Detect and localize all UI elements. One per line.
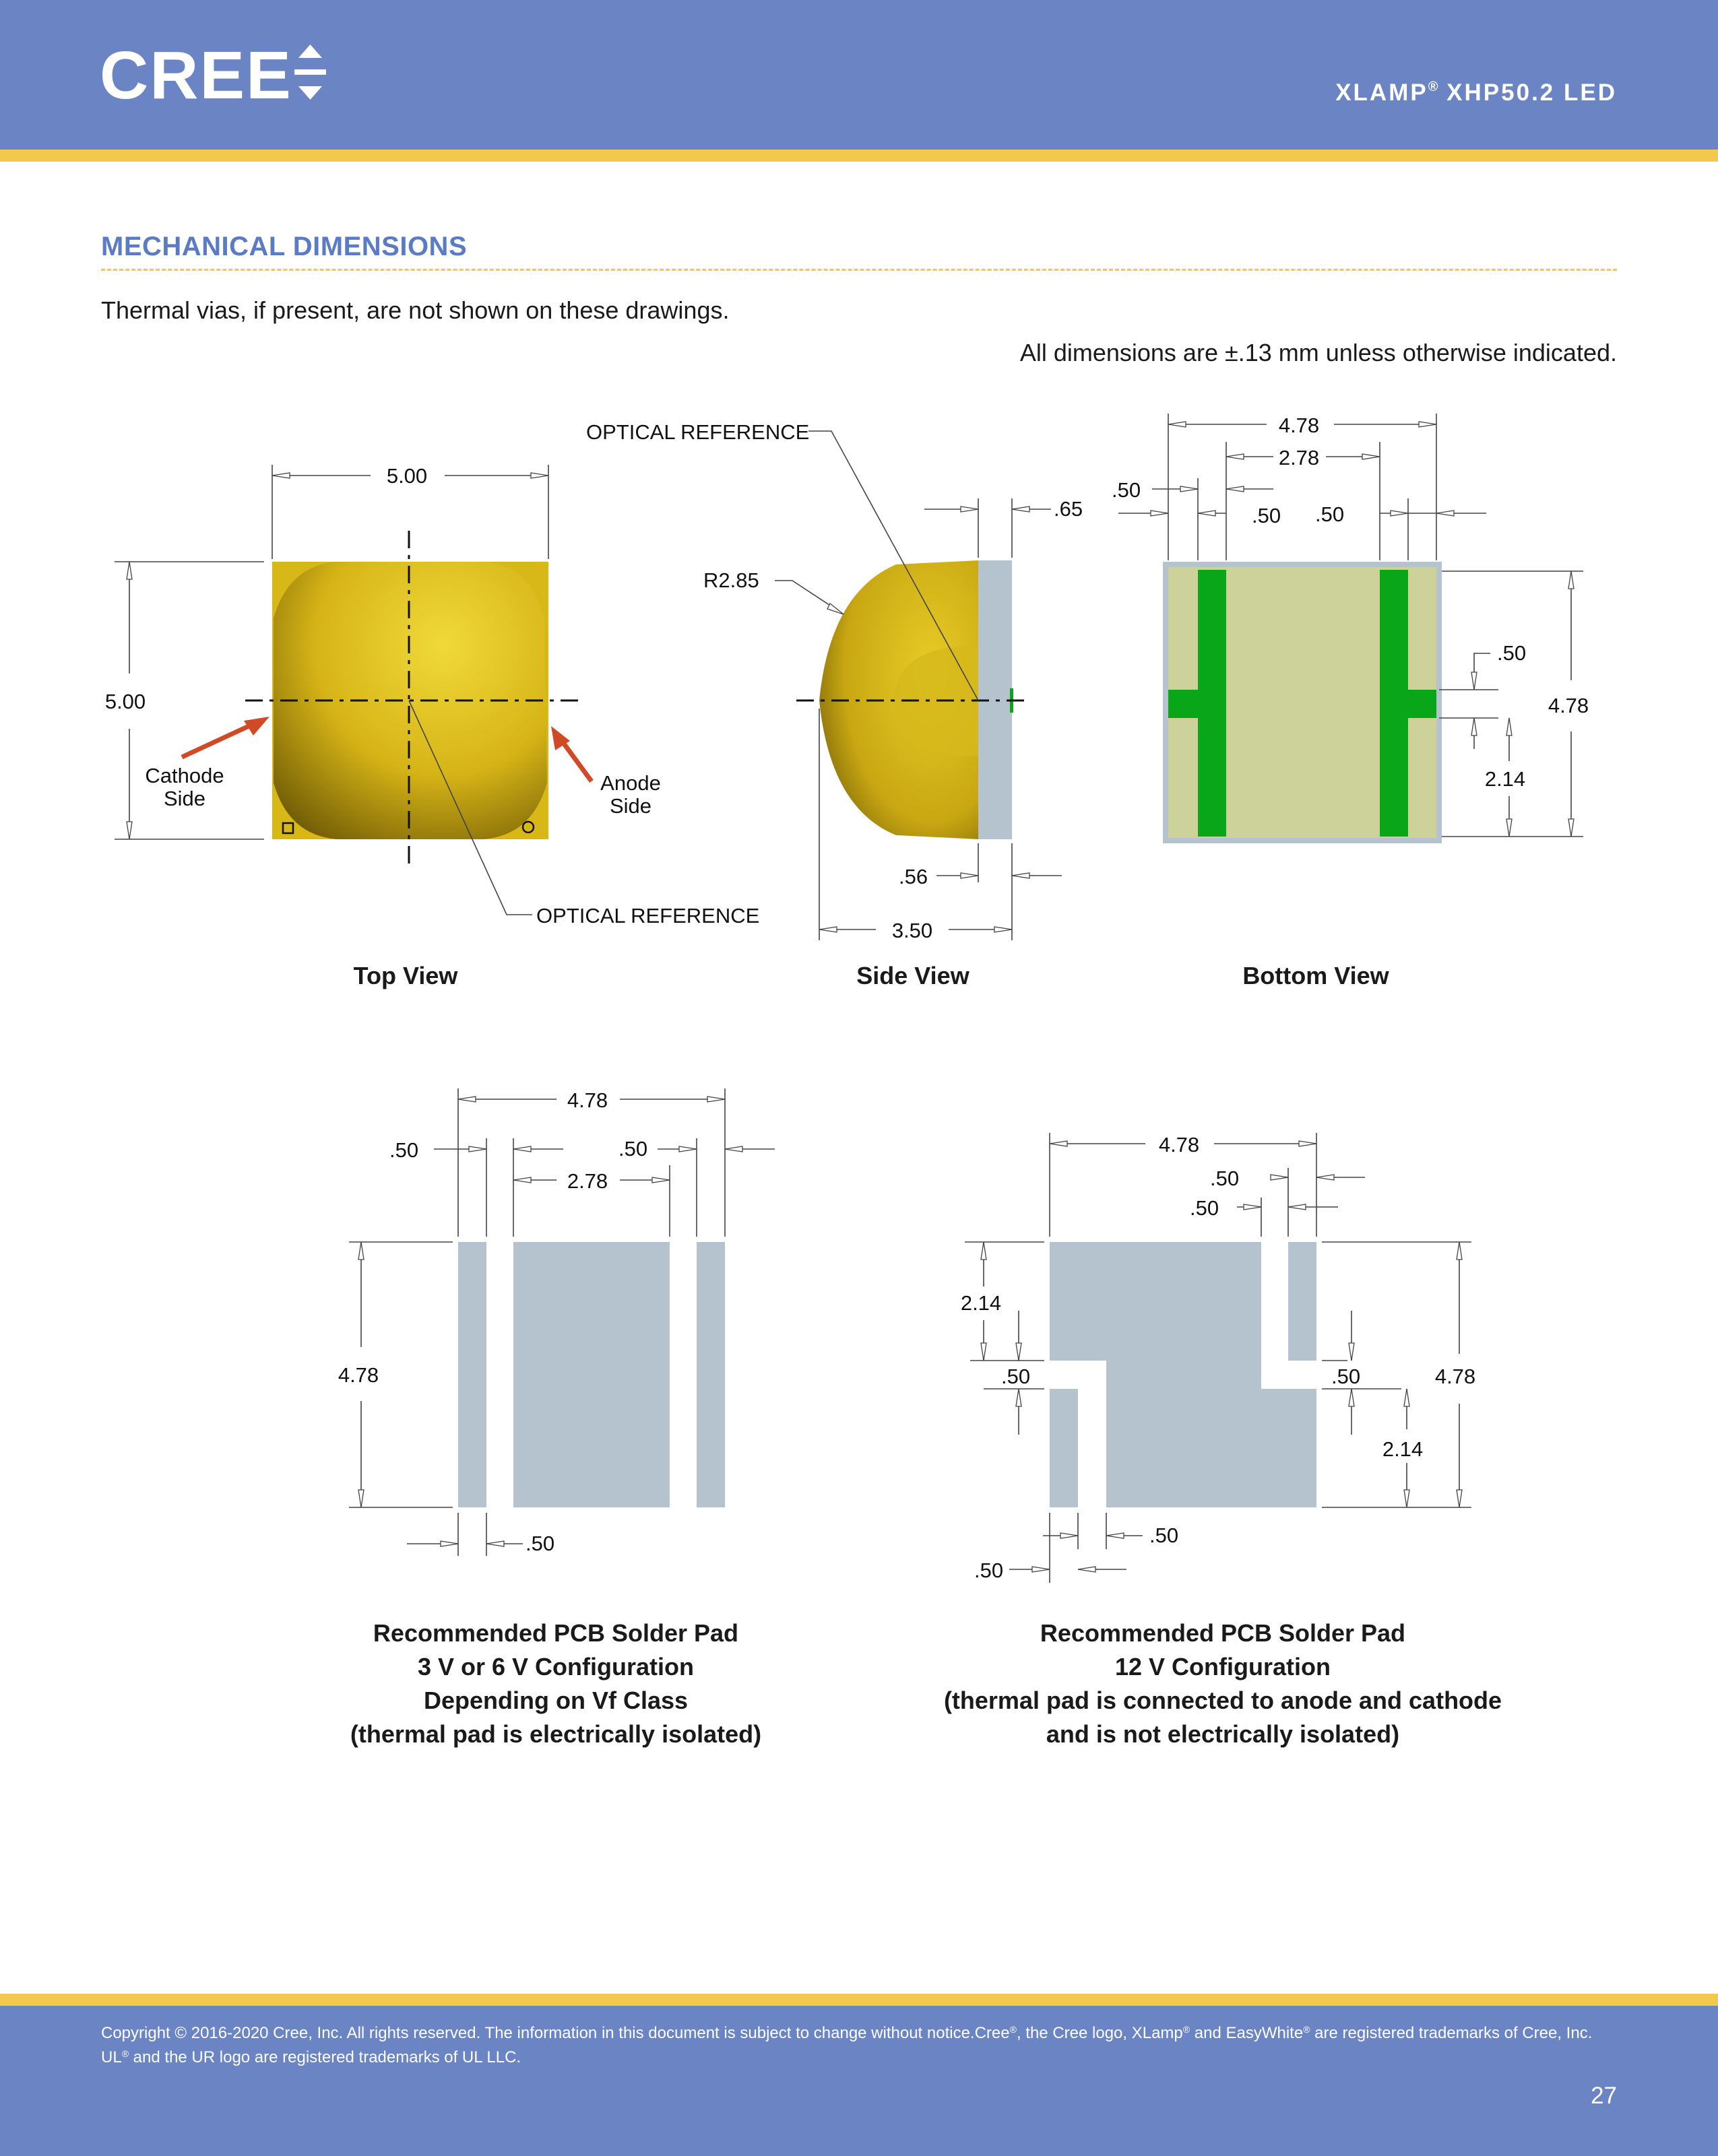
bottom-view-caption: Bottom View	[1242, 962, 1389, 989]
pcb3-caption-line2: 3 V or 6 V Configuration	[417, 1653, 695, 1680]
pcb12-anode-pad	[1288, 1242, 1316, 1361]
bottom-width-dim: 4.78	[1278, 414, 1320, 437]
top-width-dim: 5.00	[386, 464, 428, 488]
pcb3-caption-line3: Depending on Vf Class	[423, 1687, 689, 1714]
pcb3-caption-line4: (thermal pad is electrically isolated)	[350, 1720, 762, 1748]
pcb3-gap-bottom-dim: .50	[526, 1532, 555, 1555]
top-height-dim: 5.00	[104, 690, 146, 713]
side-height-dim: 3.50	[891, 919, 933, 942]
pcb12-bottom-gap-dim: .50	[1149, 1524, 1179, 1547]
pcb12-left-notch-dim: .50	[1001, 1365, 1031, 1388]
pcb3-caption-line1: Recommended PCB Solder Pad	[373, 1619, 739, 1647]
top-view-drawing	[105, 464, 759, 927]
bottom-cathode-tab	[1168, 690, 1226, 718]
cathode-label-line1: Cathode	[145, 764, 224, 787]
footer-stripe	[0, 1994, 1718, 2006]
pcb12-caption-line1: Recommended PCB Solder Pad	[1040, 1619, 1406, 1647]
pcb3-pad-right-dim: .50	[618, 1137, 648, 1161]
top-view-caption: Top View	[353, 962, 458, 989]
bottom-pad-left-dim: .50	[1112, 478, 1141, 502]
anode-arrow	[562, 741, 592, 781]
pcb12-caption	[910, 1616, 1536, 1751]
bottom-tab-height-dim: .50	[1497, 641, 1527, 665]
bottom-height-dim: 4.78	[1548, 694, 1589, 717]
pcb12-height-dim: 4.78	[1434, 1365, 1476, 1388]
pcb12-right-offset-dim: 2.14	[1382, 1437, 1424, 1461]
cree-logo-text: CREE	[100, 42, 292, 109]
side-top-gap-dim: .65	[1054, 497, 1083, 521]
bottom-tab-offset-dim: 2.14	[1484, 767, 1526, 791]
anode-label-line2: Side	[609, 794, 652, 818]
pcb12-cathode-pad	[1050, 1389, 1078, 1507]
side-bottom-gap-dim: .56	[899, 865, 928, 888]
bottom-inner-width-dim: 2.78	[1278, 446, 1320, 469]
pcb3-inner-width-dim: 2.78	[567, 1169, 608, 1193]
copyright-notice: Copyright © 2016-2020 Cree, Inc. All rights reserved. The information in this document is subject to change without notice.Cree®, the Cree logo, XLamp® and EasyWhite® are registered trademarks of Cree, Inc. UL® and the UR logo are registered trademarks of UL LLC.	[101, 2024, 1593, 2066]
pcb3-thermal-pad	[513, 1242, 670, 1507]
bottom-view-drawing	[1112, 414, 1589, 841]
pcb12-caption-line2: 12 V Configuration	[1114, 1653, 1331, 1680]
pcb12-thermal-pad	[1050, 1242, 1316, 1507]
pcb3-cathode-pad	[458, 1242, 486, 1507]
pcb3-anode-pad	[697, 1242, 725, 1507]
pcb12-right-notch-dim: .50	[1331, 1365, 1361, 1388]
section-title: MECHANICAL DIMENSIONS	[101, 232, 468, 261]
top-optical-reference-label: OPTICAL REFERENCE	[536, 904, 760, 927]
side-radius-dim: R2.85	[703, 568, 759, 592]
side-view-caption: Side View	[856, 962, 969, 989]
side-view-drawing	[586, 420, 1083, 942]
document-title: XLAMP® XHP50.2 LED	[1335, 79, 1617, 106]
bottom-anode-tab	[1380, 690, 1436, 718]
cathode-arrow	[182, 723, 255, 757]
thermal-vias-note: Thermal vias, if present, are not shown on these drawings.	[101, 296, 730, 324]
pcb3-height-dim: 4.78	[338, 1363, 379, 1387]
pcb-3v-drawing	[338, 1088, 775, 1556]
pcb3-width-dim: 4.78	[567, 1088, 608, 1112]
pcb-12v-drawing	[961, 1133, 1475, 1583]
cathode-label-line2: Side	[163, 787, 206, 810]
bottom-pad-right-dim: .50	[1315, 502, 1345, 526]
pcb12-bottom-pad-dim: .50	[974, 1559, 1004, 1582]
pcb12-caption-line4: and is not electrically isolated)	[1046, 1720, 1400, 1748]
pcb3-caption	[296, 1616, 815, 1751]
page-number: 27	[1591, 2083, 1617, 2109]
side-optical-reference-label: OPTICAL REFERENCE	[586, 420, 810, 444]
anode-label-line1: Anode	[600, 771, 661, 795]
tolerance-note: All dimensions are ±.13 mm unless otherwise indicated.	[1019, 339, 1617, 366]
pcb12-left-offset-dim: 2.14	[960, 1291, 1002, 1315]
pcb12-caption-line3: (thermal pad is connected to anode and cathode	[943, 1687, 1502, 1714]
pcb12-top-gap-dim: .50	[1190, 1196, 1219, 1220]
bottom-gap-left-dim: .50	[1252, 504, 1281, 527]
pcb12-width-dim: 4.78	[1158, 1133, 1200, 1156]
pcb3-pad-left-dim: .50	[389, 1138, 419, 1162]
pcb12-top-pad-dim: .50	[1210, 1167, 1240, 1190]
